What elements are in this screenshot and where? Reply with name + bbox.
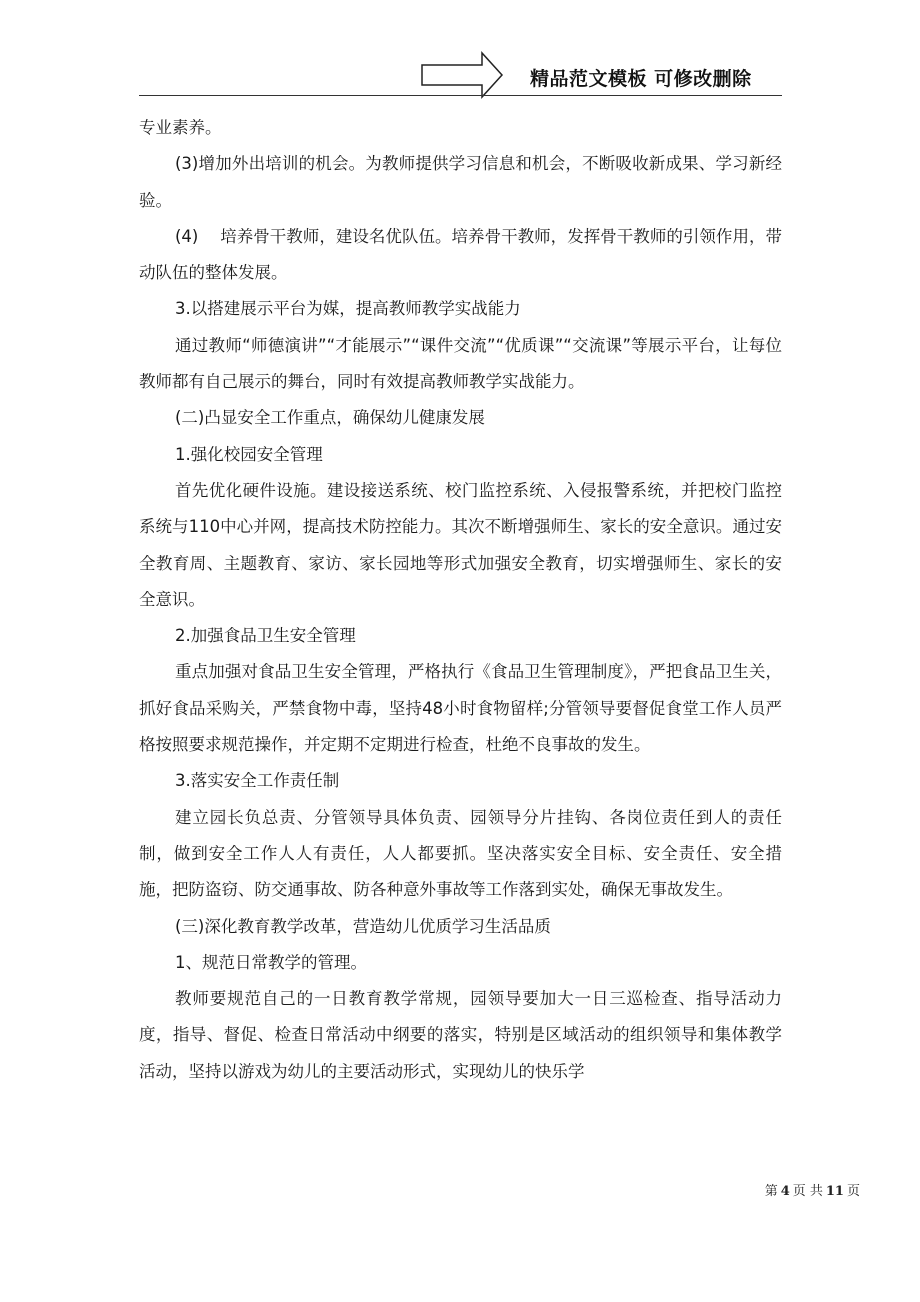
header-divider — [139, 95, 782, 96]
paragraph-p13: (三)深化教育教学改革，营造幼儿优质学习生活品质 — [175, 916, 551, 936]
paragraph-p4: 3.以搭建展示平台为媒，提高教师教学实战能力 — [175, 299, 521, 319]
paragraph-p9: 2.加强食品卫生安全管理 — [175, 626, 356, 646]
document-body — [139, 110, 782, 1090]
paragraph-p1: 专业素养。 — [139, 118, 222, 137]
paragraph-p8: 首先优化硬件设施。建设接送系统、校门监控系统、入侵报警系统，并把校门监控系统与110中心并网，提高技术防控能力。其次不断增强师生、家长的安全意识。通过安全教育周、主题教育、家访、家长园地等形式加强安全教育，切实增强师生、家长的安全意识。 — [139, 480, 782, 609]
current-page-number: 4 — [780, 1184, 790, 1199]
paragraph-p3: (4) 培养骨干教师，建设名优队伍。培养骨干教师，发挥骨干教师的引领作用，带动队伍的整体发展。 — [139, 226, 782, 283]
footer-middle: 页 共 — [792, 1184, 823, 1199]
paragraph-p7: 1.强化校园安全管理 — [175, 444, 323, 464]
paragraph-p12: 建立园长负总责、分管领导具体负责、园领导分片挂钩、各岗位责任到人的责任制，做到安全工作人人有责任，人人都要抓。坚决落实安全目标、安全责任、安全措施，把防盗窃、防交通事故、防各种意外事故等工作落到实处，确保无事故发生。 — [139, 807, 782, 900]
total-page-number: 11 — [825, 1184, 844, 1199]
header-title: 精品范文模板 可修改删除 — [530, 68, 752, 90]
footer-suffix: 页 — [846, 1184, 860, 1199]
arrow-right-icon — [420, 50, 504, 100]
page-footer — [765, 1180, 860, 1199]
paragraph-p2: (3)增加外出培训的机会。为教师提供学习信息和机会，不断吸收新成果、学习新经验。 — [139, 154, 782, 210]
paragraph-p11: 3.落实安全工作责任制 — [175, 771, 340, 791]
paragraph-p10: 重点加强对食品卫生安全管理，严格执行《食品卫生管理制度》，严把食品卫生关，抓好食品采购关，严禁食物中毒，坚持48小时食物留样;分管领导要督促食堂工作人员严格按照要求规范操作，并定期不定期进行检查，杜绝不良事故的发生。 — [139, 662, 782, 755]
footer-prefix: 第 — [764, 1184, 778, 1199]
paragraph-p14: 1、规范日常教学的管理。 — [175, 952, 367, 972]
paragraph-p15: 教师要规范自己的一日教育教学常规，园领导要加大一日三巡检查、指导活动力度，指导、督促、检查日常活动中纲要的落实，特别是区域活动的组织领导和集体教学活动，坚持以游戏为幼儿的主要活动形式，实现幼儿的快乐学 — [139, 989, 782, 1081]
paragraph-p5: 通过教师“师德演讲”“才能展示”“课件交流”“优质课”“交流课”等展示平台，让每位教师都有自己展示的舞台，同时有效提高教师教学实战能力。 — [139, 335, 782, 392]
paragraph-p6: (二)凸显安全工作重点，确保幼儿健康发展 — [175, 408, 485, 428]
